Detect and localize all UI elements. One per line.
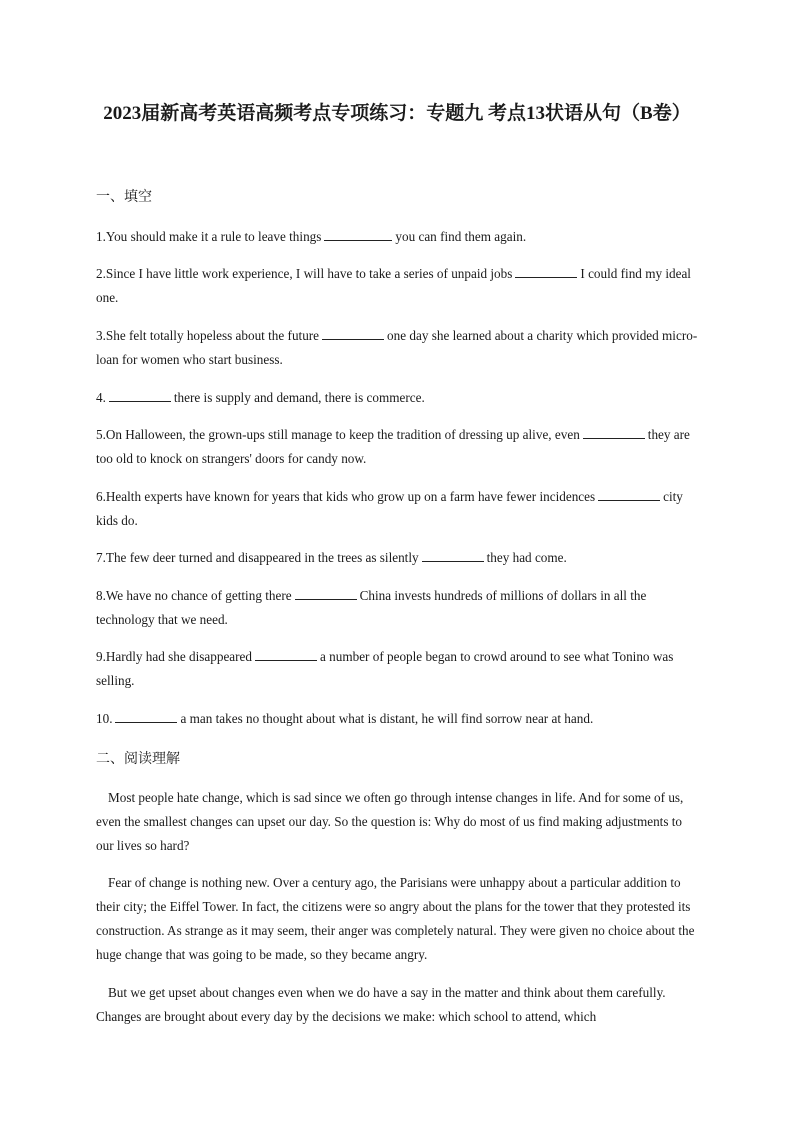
question-6 — [96, 485, 698, 533]
question-8 — [96, 584, 698, 632]
section-heading-reading: 二、阅读理解 — [96, 751, 180, 767]
question-2 — [96, 262, 698, 310]
answer-blank[interactable] — [422, 547, 484, 562]
question-text-before: 10. — [96, 711, 113, 726]
question-text-before: 7.The few deer turned and disappeared in the trees as silently — [96, 550, 419, 565]
page-title: 2023届新高考英语高频考点专项练习：专题九 考点13状语从句（B卷） — [103, 103, 691, 124]
answer-blank[interactable] — [324, 226, 392, 241]
question-9 — [96, 645, 698, 693]
answer-blank[interactable] — [515, 263, 577, 278]
question-text-after: they had come. — [486, 550, 567, 565]
answer-blank[interactable] — [583, 424, 645, 439]
question-4 — [96, 386, 698, 410]
question-text-before: 4. — [96, 390, 106, 405]
answer-blank[interactable] — [255, 646, 317, 661]
question-text-before: 8.We have no chance of getting there — [96, 588, 292, 603]
question-1 — [96, 225, 698, 249]
answer-blank[interactable] — [322, 325, 384, 340]
question-text-after: I could find my ideal one. — [96, 266, 691, 305]
question-text-after: a number of people began to crowd around to see what Tonino was selling. — [96, 649, 674, 688]
reading-paragraph-3: But we get upset about changes even when we do have a say in the matter and think about them carefully. Changes are brought about every day by the decisions we make: which school to attend, which — [96, 985, 666, 1024]
question-7 — [96, 546, 698, 570]
answer-blank[interactable] — [115, 708, 177, 723]
answer-blank[interactable] — [598, 486, 660, 501]
question-text-after: China invests hundreds of millions of dollars in all the technology that we need. — [96, 588, 647, 627]
reading-paragraph-1: Most people hate change, which is sad since we often go through intense changes in life. And for some of us, even the smallest changes can upset our day. So the question is: Why do most of us find making adjustments to our lives so hard? — [96, 790, 684, 853]
answer-blank[interactable] — [109, 387, 171, 402]
reading-paragraph-2: Fear of change is nothing new. Over a century ago, the Parisians were unhappy about a particular addition to their city; the Eiffel Tower. In fact, the citizens were so angry about the plans for the tower that they protested its construction. As strange as it may seem, their anger was completely natural. They were given no choice about the huge change that was going to be made, so they became angry. — [96, 875, 695, 962]
question-3 — [96, 324, 698, 372]
question-text-after: there is supply and demand, there is commerce. — [173, 390, 425, 405]
question-text-before: 9.Hardly had she disappeared — [96, 649, 252, 664]
question-text-after: they are too old to knock on strangers' doors for candy now. — [96, 427, 690, 466]
question-text-before: 3.She felt totally hopeless about the future — [96, 328, 320, 343]
section-heading-fill-blank: 一、填空 — [96, 189, 152, 205]
question-text-before: 5.On Halloween, the grown-ups still manage to keep the tradition of dressing up alive, even — [96, 427, 580, 442]
answer-blank[interactable] — [295, 585, 357, 600]
question-text-after: one day she learned about a charity which provided micro-loan for women who start business. — [96, 328, 698, 367]
question-text-after: you can find them again. — [395, 229, 527, 244]
question-text-before: 6.Health experts have known for years that kids who grow up on a farm have fewer incidences — [96, 489, 596, 504]
question-text-before: 2.Since I have little work experience, I will have to take a series of unpaid jobs — [96, 266, 513, 281]
question-text-after: a man takes no thought about what is distant, he will find sorrow near at hand. — [180, 711, 594, 726]
question-10 — [96, 707, 698, 731]
question-5 — [96, 423, 698, 471]
question-text-after: city kids do. — [96, 489, 683, 528]
question-text-before: 1.You should make it a rule to leave things — [96, 229, 322, 244]
